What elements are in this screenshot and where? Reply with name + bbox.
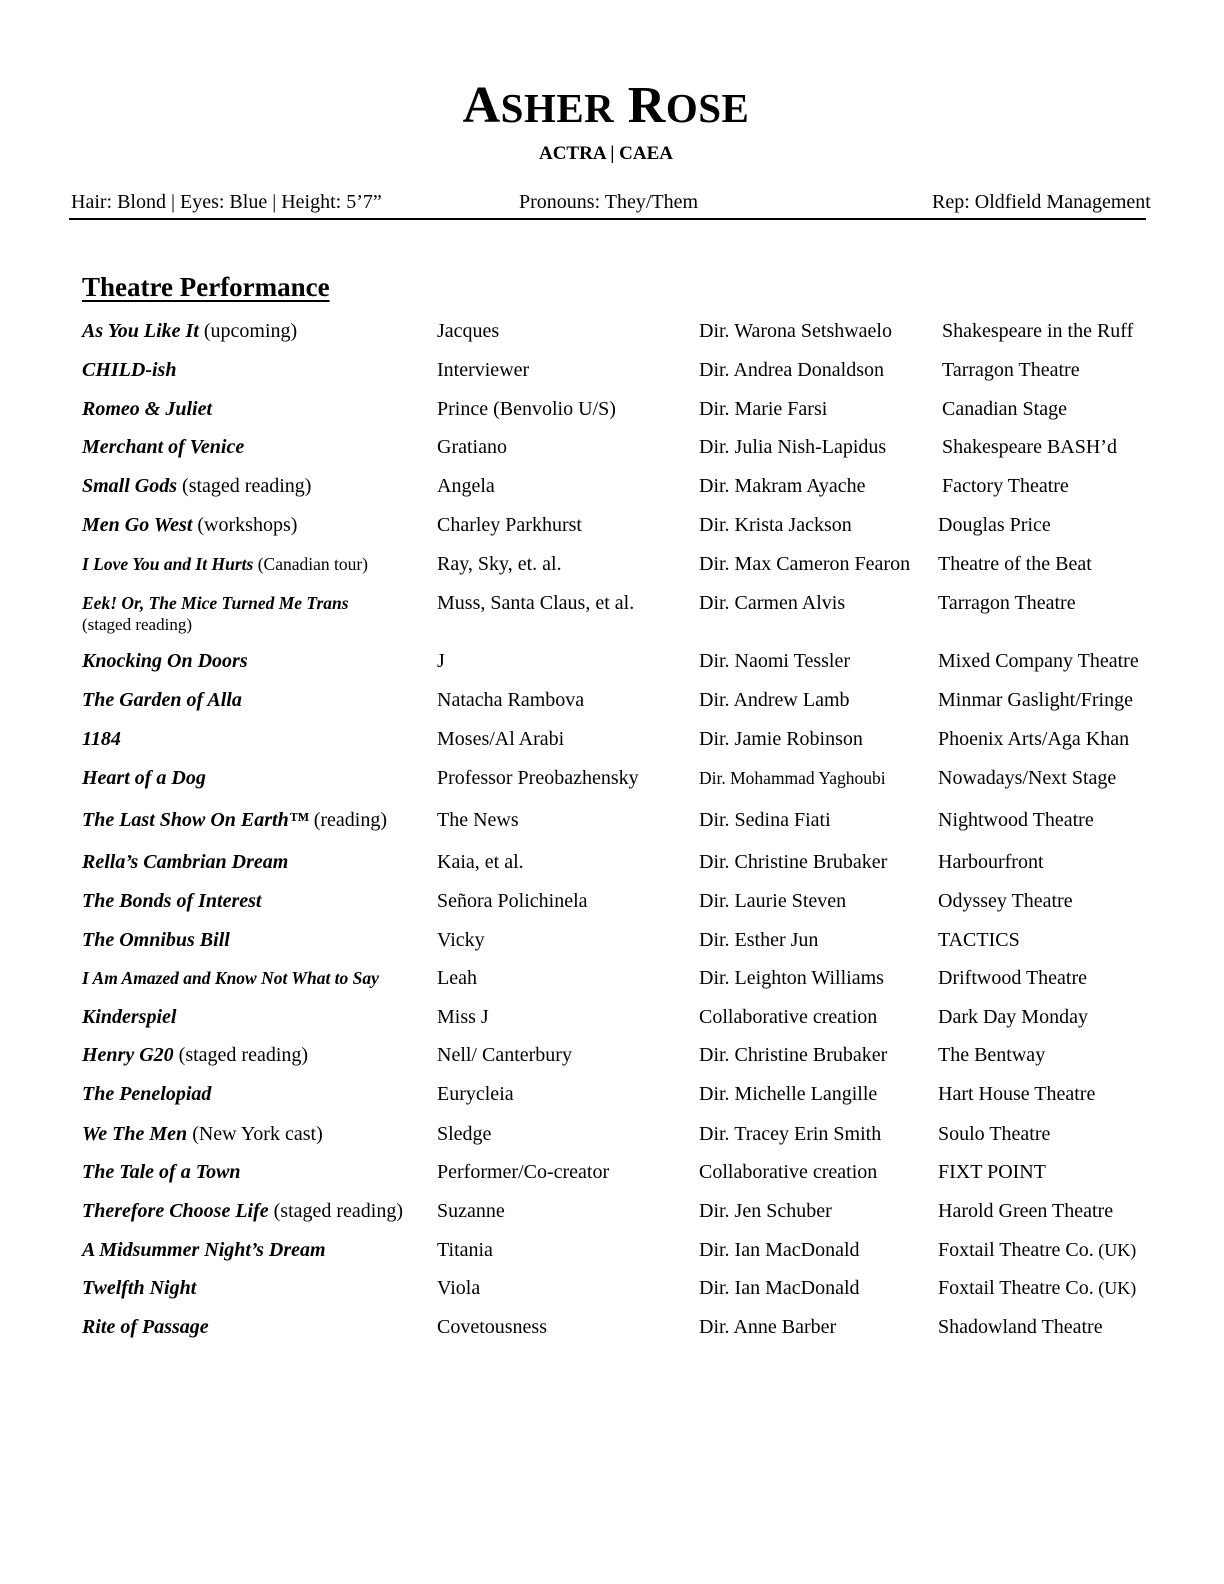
role-cell: Muss, Santa Claus, et al. [437,592,635,614]
production-title: CHILD-ish [82,359,177,381]
production-cell [82,1006,176,1028]
credit-row [0,767,1224,807]
role-cell: Eurycleia [437,1083,514,1105]
role-cell: Leah [437,967,477,989]
director-cell: Dir. Laurie Steven [699,890,847,912]
production-title: The Omnibus Bill [82,929,230,951]
physical-stats: Hair: Blond | Eyes: Blue | Height: 5’7” [71,191,382,213]
production-cell [82,1044,308,1066]
director-cell: Dir. Christine Brubaker [699,1044,888,1066]
director-cell: Dir. Marie Farsi [699,398,828,420]
role-cell: Angela [437,475,495,497]
production-cell [82,967,379,989]
director-cell: Dir. Max Cameron Fearon [699,553,911,575]
company-cell [938,1277,1136,1299]
role-cell: Interviewer [437,359,530,381]
production-cell [82,890,261,912]
role-cell: Prince (Benvolio U/S) [437,398,616,420]
company-cell [938,1083,1095,1105]
credit-row [0,929,1224,969]
credit-row [0,553,1224,593]
director-cell: Dir. Krista Jackson [699,514,852,536]
production-note: (staged reading) [268,1200,404,1222]
production-cell [82,553,368,575]
production-note: (staged reading) [173,1044,309,1066]
credit-row [0,436,1224,476]
role-cell: J [437,650,445,672]
production-cell [82,650,248,672]
union-affiliations: ACTRA | CAEA [538,143,674,164]
company-name: Tarragon Theatre [942,359,1080,381]
production-note: (staged reading) [177,475,312,497]
production-title: 1184 [82,728,121,750]
role-cell: Nell/ Canterbury [437,1044,572,1066]
director-cell: Dir. Anne Barber [699,1316,837,1338]
company-cell [942,475,1069,497]
production-title: Merchant of Venice [82,436,245,458]
role-cell: Gratiano [437,436,507,458]
role-cell: Covetousness [437,1316,547,1338]
company-name: Dark Day Monday [938,1006,1088,1028]
performer-name: ASHER ROSE [462,77,750,134]
role-cell: Viola [437,1277,481,1299]
production-title: Rite of Passage [82,1316,209,1338]
production-cell [82,809,387,831]
company-name: Foxtail Theatre Co. [938,1277,1094,1299]
credit-row [0,1123,1224,1163]
production-cell [82,514,297,536]
production-title: The Tale of a Town [82,1161,241,1183]
credit-row [0,689,1224,729]
company-name: Shakespeare BASH’d [942,436,1117,458]
production-cell [82,1316,209,1338]
production-title: As You Like It [82,320,199,342]
production-title: Twelfth Night [82,1277,197,1299]
director-cell: Dir. Warona Setshwaelo [699,320,892,342]
production-cell [82,475,311,497]
production-title: Eek! Or, The Mice Turned Me Trans [82,593,349,613]
role-cell: Ray, Sky, et. al. [437,553,562,575]
role-cell: Titania [437,1239,493,1261]
company-name: Harbourfront [938,851,1044,873]
company-name: The Bentway [938,1044,1046,1066]
company-cell [942,320,1133,342]
company-cell [942,436,1117,458]
production-title: The Last Show On Earth™ [82,809,309,831]
company-name: Driftwood Theatre [938,967,1088,989]
pronouns: Pronouns: They/Them [519,191,699,213]
director-cell: Dir. Michelle Langille [699,1083,878,1105]
company-name: Douglas Price [938,514,1051,536]
company-cell [938,592,1076,614]
director-cell: Dir. Christine Brubaker [699,851,888,873]
company-cell [938,728,1129,750]
production-cell [82,1161,241,1183]
production-title: Heart of a Dog [82,767,206,789]
credit-row [0,1083,1224,1123]
company-name: Factory Theatre [942,475,1069,497]
production-cell [82,436,244,458]
credit-row [0,1006,1224,1046]
role-cell: Natacha Rambova [437,689,585,711]
production-cell [82,592,349,636]
production-cell [82,1277,196,1299]
company-name: Theatre of the Beat [938,553,1092,575]
company-name: Nightwood Theatre [938,809,1094,831]
company-cell [938,809,1094,831]
representation: Rep: Oldfield Management [932,191,1151,213]
director-cell: Collaborative creation [699,1161,878,1183]
director-cell: Dir. Jen Schuber [699,1200,832,1222]
role-cell: Sledge [437,1123,492,1145]
production-note: (New York cast) [187,1123,323,1145]
company-cell [938,1316,1103,1338]
production-cell [82,398,212,420]
role-cell: Miss J [437,1006,489,1028]
director-cell: Collaborative creation [699,1006,878,1028]
production-note: (upcoming) [198,320,298,342]
role-cell: Vicky [437,929,485,951]
production-note: (reading) [308,809,388,831]
company-name: Minmar Gaslight/Fringe [938,689,1133,711]
production-note: (workshops) [192,514,298,536]
credit-row [0,592,1224,632]
production-cell [82,359,176,381]
director-cell: Dir. Ian MacDonald [699,1277,860,1299]
production-title: Men Go West [82,514,193,536]
production-title: I Love You and It Hurts [82,554,254,574]
role-cell: Professor Preobazhensky [437,767,639,789]
company-name: Phoenix Arts/Aga Khan [938,728,1130,750]
role-cell: The News [437,809,519,831]
company-cell [938,851,1044,873]
role-cell: Señora Polichinela [437,890,588,912]
company-name: Odyssey Theatre [938,890,1073,912]
director-cell: Dir. Leighton Williams [699,967,884,989]
credit-row [0,1200,1224,1240]
section-heading-theatre: Theatre Performance [82,272,330,302]
company-cell [938,1044,1045,1066]
production-note: (staged reading) [82,615,192,634]
production-title: Kinderspiel [82,1006,177,1028]
company-cell [942,359,1080,381]
role-cell: Moses/Al Arabi [437,728,565,750]
director-cell: Dir. Andrea Donaldson [699,359,884,381]
director-cell: Dir. Naomi Tessler [699,650,850,672]
company-name: Mixed Company Theatre [938,650,1139,672]
role-cell: Kaia, et al. [437,851,524,873]
production-title: Small Gods [82,475,178,497]
production-title: Henry G20 [82,1044,174,1066]
credit-row [0,1316,1224,1356]
production-cell [82,1239,326,1261]
production-title: A Midsummer Night’s Dream [82,1239,326,1261]
production-cell [82,728,121,750]
credit-row [0,890,1224,930]
director-cell: Dir. Andrew Lamb [699,689,850,711]
credit-row [0,851,1224,891]
role-cell: Charley Parkhurst [437,514,582,536]
credit-row [0,809,1224,849]
credit-row [0,398,1224,438]
production-cell [82,767,206,789]
role-cell: Performer/Co-creator [437,1161,610,1183]
company-country: (UK) [1093,1278,1137,1298]
credit-row [0,1161,1224,1201]
production-cell [82,929,230,951]
production-cell [82,1083,211,1105]
production-title: Rella’s Cambrian Dream [82,851,289,873]
company-cell [938,929,1020,951]
production-title: Therefore Choose Life [82,1200,269,1222]
company-country: (UK) [1093,1240,1137,1260]
production-title: I Am Amazed and Know Not What to Say [82,968,379,988]
company-name: Nowadays/Next Stage [938,767,1117,789]
company-cell [938,890,1073,912]
production-cell [82,1200,403,1222]
director-cell: Dir. Ian MacDonald [699,1239,860,1261]
credit-row [0,1239,1224,1279]
company-cell [938,1161,1046,1183]
production-title: The Garden of Alla [82,689,242,711]
credit-row [0,359,1224,399]
production-title: Romeo & Juliet [82,398,212,420]
production-cell [82,320,297,342]
company-name: Hart House Theatre [938,1083,1096,1105]
director-cell: Dir. Mohammad Yaghoubi [699,768,886,788]
company-cell [938,1239,1136,1261]
company-cell [938,1006,1088,1028]
credit-row [0,1044,1224,1084]
director-cell: Dir. Esther Jun [699,929,819,951]
company-cell [938,553,1092,575]
company-name: Harold Green Theatre [938,1200,1114,1222]
director-cell: Dir. Julia Nish-Lapidus [699,436,887,458]
company-cell [938,1123,1050,1145]
production-cell [82,1123,323,1145]
credit-row [0,650,1224,690]
production-note: (Canadian tour) [253,554,368,574]
company-name: TACTICS [938,929,1020,951]
company-cell [938,689,1133,711]
production-title: The Bonds of Interest [82,890,262,912]
company-cell [938,650,1139,672]
production-title: We The Men [82,1123,188,1145]
director-cell: Dir. Sedina Fiati [699,809,831,831]
company-name: FIXT POINT [938,1161,1046,1183]
company-name: Shadowland Theatre [938,1316,1103,1338]
company-name: Tarragon Theatre [938,592,1076,614]
production-title: Knocking On Doors [82,650,248,672]
role-cell: Suzanne [437,1200,505,1222]
director-cell: Dir. Jamie Robinson [699,728,863,750]
director-cell: Dir. Makram Ayache [699,475,866,497]
company-cell [938,514,1051,536]
company-cell [938,767,1116,789]
credit-row [0,728,1224,768]
header-divider [69,218,1146,220]
company-name: Shakespeare in the Ruff [942,320,1134,342]
director-cell: Dir. Carmen Alvis [699,592,846,614]
production-cell [82,851,288,873]
company-cell [942,398,1067,420]
role-cell: Jacques [437,320,500,342]
credit-row [0,320,1224,360]
credit-row [0,1277,1224,1317]
director-cell: Dir. Tracey Erin Smith [699,1123,882,1145]
credit-row [0,967,1224,1007]
company-name: Soulo Theatre [938,1123,1051,1145]
credit-row [0,475,1224,515]
credit-row [0,514,1224,554]
company-cell [938,967,1087,989]
production-cell [82,689,242,711]
company-name: Canadian Stage [942,398,1067,420]
production-title: The Penelopiad [82,1083,212,1105]
company-cell [938,1200,1113,1222]
company-name: Foxtail Theatre Co. [938,1239,1094,1261]
